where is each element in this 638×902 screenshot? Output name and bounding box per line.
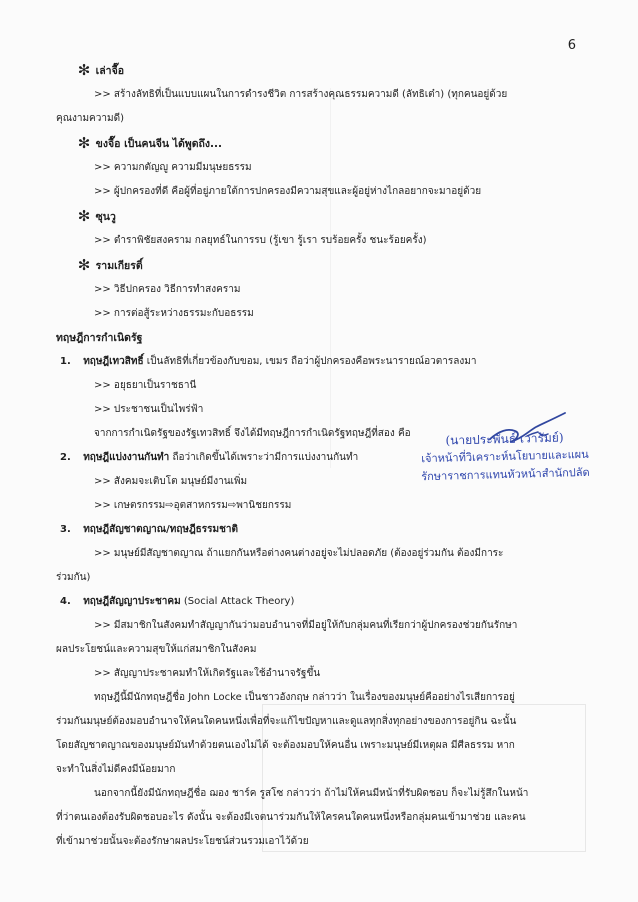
theory-4-subtitle: (Social Attack Theory) bbox=[183, 596, 295, 607]
john-locke-paragraph-line-4: จะทำในสิ่งไม่ดีคงมีน้อยมาก bbox=[56, 764, 176, 775]
sun-tzu-title: ซุนวู bbox=[95, 211, 116, 223]
confucius-heading bbox=[76, 131, 588, 156]
page-number: 6 bbox=[567, 38, 576, 53]
theory-4-line bbox=[60, 590, 588, 614]
john-locke-paragraph-line-2: ร่วมกันมนุษย์ต้องมอบอำนาจให้คนใดคนหนึ่งเพื่อที่จะแก้ไขปัญหาและดูแลทุกสิ่งทุกอย่างของการอยู่กิน ฉะนั้น bbox=[56, 716, 517, 727]
ramakien-item-1: >> วิธีปกครอง วิธีการทำสงคราม bbox=[94, 284, 241, 295]
confucius-title: ขงจื๊อ เป็นคนจีน ได้พูดถึง... bbox=[95, 138, 222, 150]
rousseau-paragraph-line-2: ที่ว่าตนเองต้องรับผิดชอบอะไร ดังนั้น จะต้องมีเจตนาร่วมกันให้ใครคนใดคนหนึ่งหรือกลุ่มคนเข้ามาช่วย และคน bbox=[56, 812, 526, 823]
confucius-item-2: >> ผู้ปกครองที่ดี คือผู้ที่อยู่ภายใต้การปกครองมีความสุขและผู้อยู่ห่างไกลอยากจะมาอยู่ด้วย bbox=[94, 186, 482, 197]
theory-3-line bbox=[60, 518, 588, 542]
asterisk-icon: ✻ bbox=[77, 134, 91, 152]
theory-3-title: ทฤษฎีสัญชาตญาณ/ทฤษฎีธรรมชาติ bbox=[83, 524, 239, 535]
ramakien-item-2: >> การต่อสู้ระหว่างธรรมะกับอธรรม bbox=[94, 308, 254, 319]
lao-tzu-title: เล่าจื๊อ bbox=[95, 65, 125, 77]
asterisk-icon: ✻ bbox=[77, 61, 91, 79]
sun-tzu-heading bbox=[76, 204, 588, 229]
theory-1-note: จากการกำเนิดรัฐของรัฐเทวสิทธิ์ จึงได้มีทฤษฎีการกำเนิดรัฐทฤษฎีที่สอง คือ bbox=[94, 428, 411, 439]
theory-2-title: ทฤษฎีแบ่งงานกันทำ bbox=[83, 452, 170, 463]
lao-tzu-line-1: >> สร้างลัทธิที่เป็นแบบแผนในการดำรงชีวิต การสร้างคุณธรรมความดี (ลัทธิเต๋า) (ทุกคนอยู่ด้วย bbox=[94, 89, 508, 100]
theory-4-number: 4. bbox=[60, 596, 71, 607]
theory-1-title: ทฤษฎีเทวสิทธิ์ bbox=[83, 356, 144, 367]
stamp-office: รักษาราชการแทนหัวหน้าสำนักปลัด bbox=[421, 465, 590, 484]
official-stamp bbox=[413, 428, 596, 487]
state-origin-heading: ทฤษฎีการกำเนิดรัฐ bbox=[56, 332, 143, 344]
theory-3-number: 3. bbox=[60, 524, 71, 535]
theory-2-item-2: >> เกษตรกรรม⇨อุตสาหกรรม⇨พานิชยกรรม bbox=[94, 500, 292, 511]
theory-2-description: ถือว่าเกิดขึ้นได้เพราะว่ามีการแบ่งงานกันทำ bbox=[172, 452, 359, 463]
john-locke-paragraph-line-3: โดยสัญชาตญาณของมนุษย์มันทำด้วยตนเองไม่ได้ จะต้องมอบให้คนอื่น เพราะมนุษย์มีเหตุผล มีศีลธรรม หาก bbox=[56, 740, 515, 751]
theory-3-line-2: ร่วมกัน) bbox=[56, 572, 91, 583]
lao-tzu-heading bbox=[76, 58, 588, 83]
theory-1-item-1: >> อยุธยาเป็นราชธานี bbox=[94, 380, 197, 391]
theory-4-line-2: ผลประโยชน์และความสุขให้แก่สมาชิกในสังคม bbox=[56, 644, 257, 655]
asterisk-icon: ✻ bbox=[77, 256, 91, 274]
theory-3-line-1: >> มนุษย์มีสัญชาตญาณ ถ้าแยกกันหรือต่างคนต่างอยู่จะไม่ปลอดภัย (ต้องอยู่ร่วมกัน ต้องมีการะ bbox=[94, 548, 504, 559]
theory-4-line-1: >> มีสมาชิกในสังคมทำสัญญากันว่ามอบอำนาจที่มีอยู่ให้กับกลุ่มคนที่เรียกว่าผู้ปกครองช่วยกันรักษา bbox=[94, 620, 518, 631]
ramakien-title: รามเกียรติ์ bbox=[95, 260, 143, 272]
theory-1-item-2: >> ประชาชนเป็นไพร่ฟ้า bbox=[94, 404, 204, 415]
theory-4-title: ทฤษฎีสัญญาประชาคม bbox=[83, 596, 181, 607]
rousseau-paragraph-line-1: นอกจากนี้ยังมีนักทฤษฎีชื่อ ฌอง ชาร์ค รูสโซ กล่าวว่า ถ้าไม่ให้คนมีหน้าที่รับผิดชอบ ก็จะไม่รู้สึกในหน้า bbox=[94, 788, 529, 799]
lao-tzu-line-2: คุณงามความดี) bbox=[56, 113, 124, 124]
theory-4-line-3: >> สัญญาประชาคมทำให้เกิดรัฐและใช้อำนาจรัฐขึ้น bbox=[94, 668, 321, 679]
theory-2-item-1: >> สังคมจะเติบโต มนุษย์มีงานเพิ่ม bbox=[94, 476, 248, 487]
stamp-name: (นายประพันธ์ เวารัมย์) bbox=[445, 430, 564, 448]
theory-1-description: เป็นลัทธิที่เกี่ยวข้องกับขอม, เขมร ถือว่าผู้ปกครองคือพระนารายณ์อวตารลงมา bbox=[146, 356, 477, 367]
theory-2-number: 2. bbox=[60, 452, 71, 463]
confucius-item-1: >> ความกตัญญู ความมีมนุษยธรรม bbox=[94, 162, 252, 173]
sun-tzu-item-1: >> ตำราพิชัยสงคราม กลยุทธ์ในการรบ (รู้เขา รู้เรา รบร้อยครั้ง ชนะร้อยครั้ง) bbox=[94, 235, 427, 246]
stamp-position: เจ้าหน้าที่วิเคราะห์นโยบายและแผน bbox=[421, 447, 589, 466]
theory-1-line bbox=[60, 350, 588, 374]
rousseau-paragraph-line-3: ที่เข้ามาช่วยนั้นจะต้องรักษาผลประโยชน์ส่วนรวมเอาไว้ด้วย bbox=[56, 836, 309, 847]
theory-1-number: 1. bbox=[60, 356, 71, 367]
asterisk-icon: ✻ bbox=[77, 207, 91, 225]
ramakien-heading bbox=[76, 253, 588, 278]
john-locke-paragraph-line-1: ทฤษฎีนี้มีนักทฤษฎีชื่อ John Locke เป็นชาวอังกฤษ กล่าวว่า ในเรื่องของมนุษย์คืออย่างไรเสียการอยู่ bbox=[94, 692, 515, 703]
